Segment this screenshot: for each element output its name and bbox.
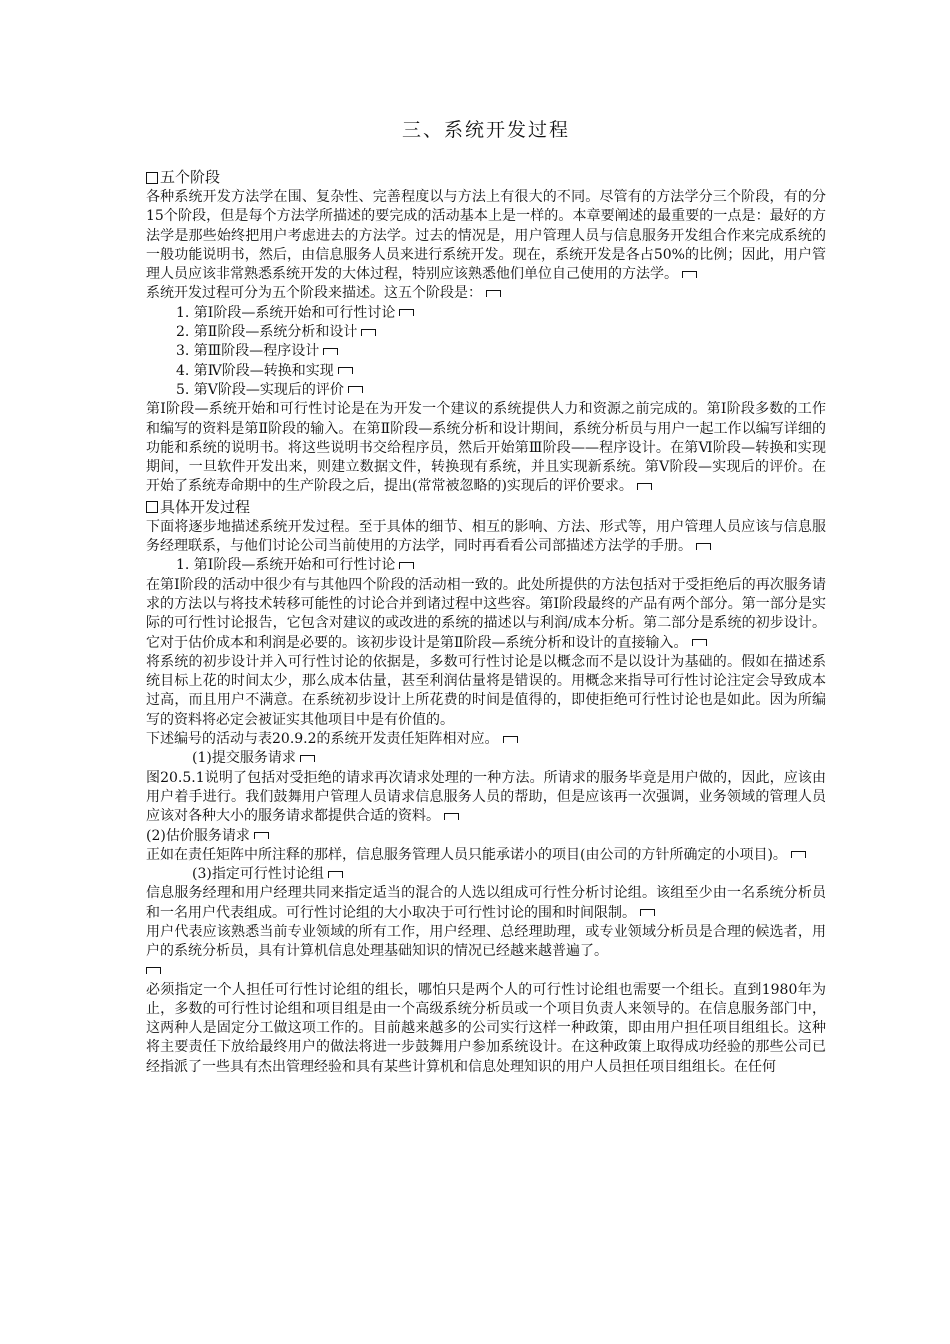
paragraph: 图20.5.1说明了包括对受拒绝的请求再次请求处理的一种方法。所请求的服务毕竟是用户做的，因此，应该由用户着手进行。我们鼓舞用户管理人员请求信息服务人员的帮助，但是应该再一次强调，业务领域的管理人员应该对各种大小的服务请求都提供合适的资料。 (146, 769, 826, 825)
checkbox-icon (146, 172, 158, 184)
paragraph: 正如在责任矩阵中所注释的那样，信息服务管理人员只能承诺小的项目(由公司的方针所确定的小项目)。 (146, 846, 826, 865)
paragraph-mark-icon (444, 813, 459, 820)
list-item: (3)指定可行性讨论组 (146, 865, 826, 884)
paragraph: 将系统的初步设计并入可行性讨论的依据是，多数可行性讨论是以概念而不是以设计为基础的。假如在描述系统目标上花的时间太少，那么成本估量，甚至利润估量将是错误的。用概念来指导可行性讨论注定会导致成本过高，而且用户不满意。在系统初步设计上所花费的时间是值得的，即使拒绝可行性讨论也是如此。因为所编写的资料将必定会被证实其他项目中是有价值的。 (146, 653, 826, 728)
section-heading-label: 五个阶段 (160, 168, 221, 186)
paragraph-mark-icon (361, 329, 376, 336)
page-title: 三、系统开发过程 (401, 119, 570, 141)
paragraph-mark-line (146, 962, 826, 981)
paragraph: 在第Ⅰ阶段的活动中很少有与其他四个阶段的活动相一致的。此处所提供的方法包括对于受拒绝后的再次服务请求的方法以与将技术转移可能性的讨论合并到诸过程中这些容。第Ⅰ阶段最终的产品有两个部分。第一部分是实际的可行性讨论报告，它包含对建议的或改进的系统的描述以与利润/成本分析。第二部分是系统的初步设计。它对于估价成本和利润是必要的。该初步设计是第Ⅱ阶段—系统分析和设计的直接输入。 (146, 576, 826, 651)
paragraph-mark-icon (254, 832, 269, 839)
paragraph-mark-icon (399, 309, 414, 316)
paragraph: 必须指定一个人担任可行性讨论组的组长，哪怕只是两个人的可行性讨论组也需要一个组长。直到1980年为止，多数的可行性讨论组和项目组是由一个高级系统分析员或一个项目负责人来领导的。在信息服务部门中，这两种人是固定分工做这项工作的。目前越来越多的公司实行这样一种政策，即由用户担任项目组组长。这种将主要责任下放给最终用户的做法将进一步鼓舞用户参加系统设计。在这种政策上取得成功经验的那些公司已经指派了一些具有杰出管理经验和具有某些计算机和信息处理知识的用户人员担任项目组组长。在任何 (146, 981, 826, 1075)
list-item: (2)估价服务请求 (146, 827, 826, 846)
list-item: 1. 第Ⅰ阶段—系统开始和可行性讨论 (146, 304, 826, 323)
paragraph-mark-icon (328, 871, 343, 878)
paragraph-mark-icon (696, 543, 711, 550)
paragraph: 下面将逐步地描述系统开发过程。至于具体的细节、相互的影响、方法、形式等，用户管理人员应该与信息服务经理联系，与他们讨论公司当前使用的方法学，同时再看看公司部描述方法学的手册。 (146, 518, 826, 555)
paragraph-mark-icon (338, 367, 353, 374)
list-item: 3. 第Ⅲ阶段—程序设计 (146, 342, 826, 361)
paragraph-mark-icon (399, 562, 414, 569)
paragraph-mark-icon (682, 271, 697, 278)
paragraph-mark-icon (692, 639, 707, 646)
paragraph-mark-icon (146, 967, 161, 974)
section-heading-five-stages (146, 167, 826, 188)
list-item: 1. 第Ⅰ阶段—系统开始和可行性讨论 (146, 556, 826, 575)
list-item: 5. 第Ⅴ阶段—实现后的评价 (146, 381, 826, 400)
list-item: 2. 第Ⅱ阶段—系统分析和设计 (146, 323, 826, 342)
paragraph-mark-icon (640, 909, 655, 916)
paragraph: 系统开发过程可分为五个阶段来描述。这五个阶段是： (146, 284, 826, 303)
paragraph-mark-icon (300, 755, 315, 762)
checkbox-icon (146, 501, 158, 513)
paragraph: 用户代表应该熟悉当前专业领域的所有工作，用户经理、总经理助理，或专业领域分析员是合理的候选者，用户的系统分析员，具有计算机信息处理基础知识的情况已经越来越普遍了。 (146, 923, 826, 960)
paragraph: 下述编号的活动与表20.9.2的系统开发责任矩阵相对应。 (146, 730, 826, 749)
paragraph: 各种系统开发方法学在围、复杂性、完善程度以与方法上有很大的不同。尽管有的方法学分三个阶段，有的分15个阶段，但是每个方法学所描述的要完成的活动基本上是一样的。本章要阐述的最重要的一点是：最好的方法学是那些始终把用户考虑进去的方法学。过去的情况是，用户管理人员与信息服务开发组合作来完成系统的一般功能说明书，然后，由信息服务人员来进行系统开发。现在，系统开发是各占50%的比例；因此，用户管理人员应该非常熟悉系统开发的大体过程，特别应该熟悉他们单位自己使用的方法学。 (146, 189, 826, 283)
list-item: 4. 第Ⅳ阶段—转换和实现 (146, 362, 826, 381)
document-body (146, 167, 826, 1077)
paragraph: 第Ⅰ阶段—系统开始和可行性讨论是在为开发一个建议的系统提供人力和资源之前完成的。第Ⅰ阶段多数的工作和编写的资料是第Ⅱ阶段的输入。在第Ⅱ阶段—系统分析和设计期间，系统分析员与用户一起工作以编写详细的功能和系统的说明书。将这些说明书交给程序员，然后开始第Ⅲ阶段——程序设计。在第Ⅵ阶段—转换和实现期间，一旦软件开发出来，则建立数据文件，转换现有系统，并且实现新系统。第Ⅴ阶段—实现后的评价。在开始了系统寿命期中的生产阶段之后，提出(常常被忽略的)实现后的评价要求。 (146, 401, 826, 495)
paragraph-mark-icon (348, 386, 363, 393)
section-heading-label: 具体开发过程 (160, 497, 251, 516)
section-heading-detailed-process (146, 497, 826, 518)
paragraph-mark-icon (323, 348, 338, 355)
paragraph-mark-icon (486, 290, 501, 297)
paragraph: 信息服务经理和用户经理共同来指定适当的混合的人选以组成可行性分析讨论组。该组至少由一名系统分析员和一名用户代表组成。可行性讨论组的大小取决于可行性讨论的围和时间限制。 (146, 885, 826, 921)
list-item: (1)提交服务请求 (146, 749, 826, 768)
paragraph-mark-icon (503, 736, 518, 743)
paragraph-mark-icon (791, 851, 806, 858)
paragraph-mark-icon (637, 483, 652, 490)
